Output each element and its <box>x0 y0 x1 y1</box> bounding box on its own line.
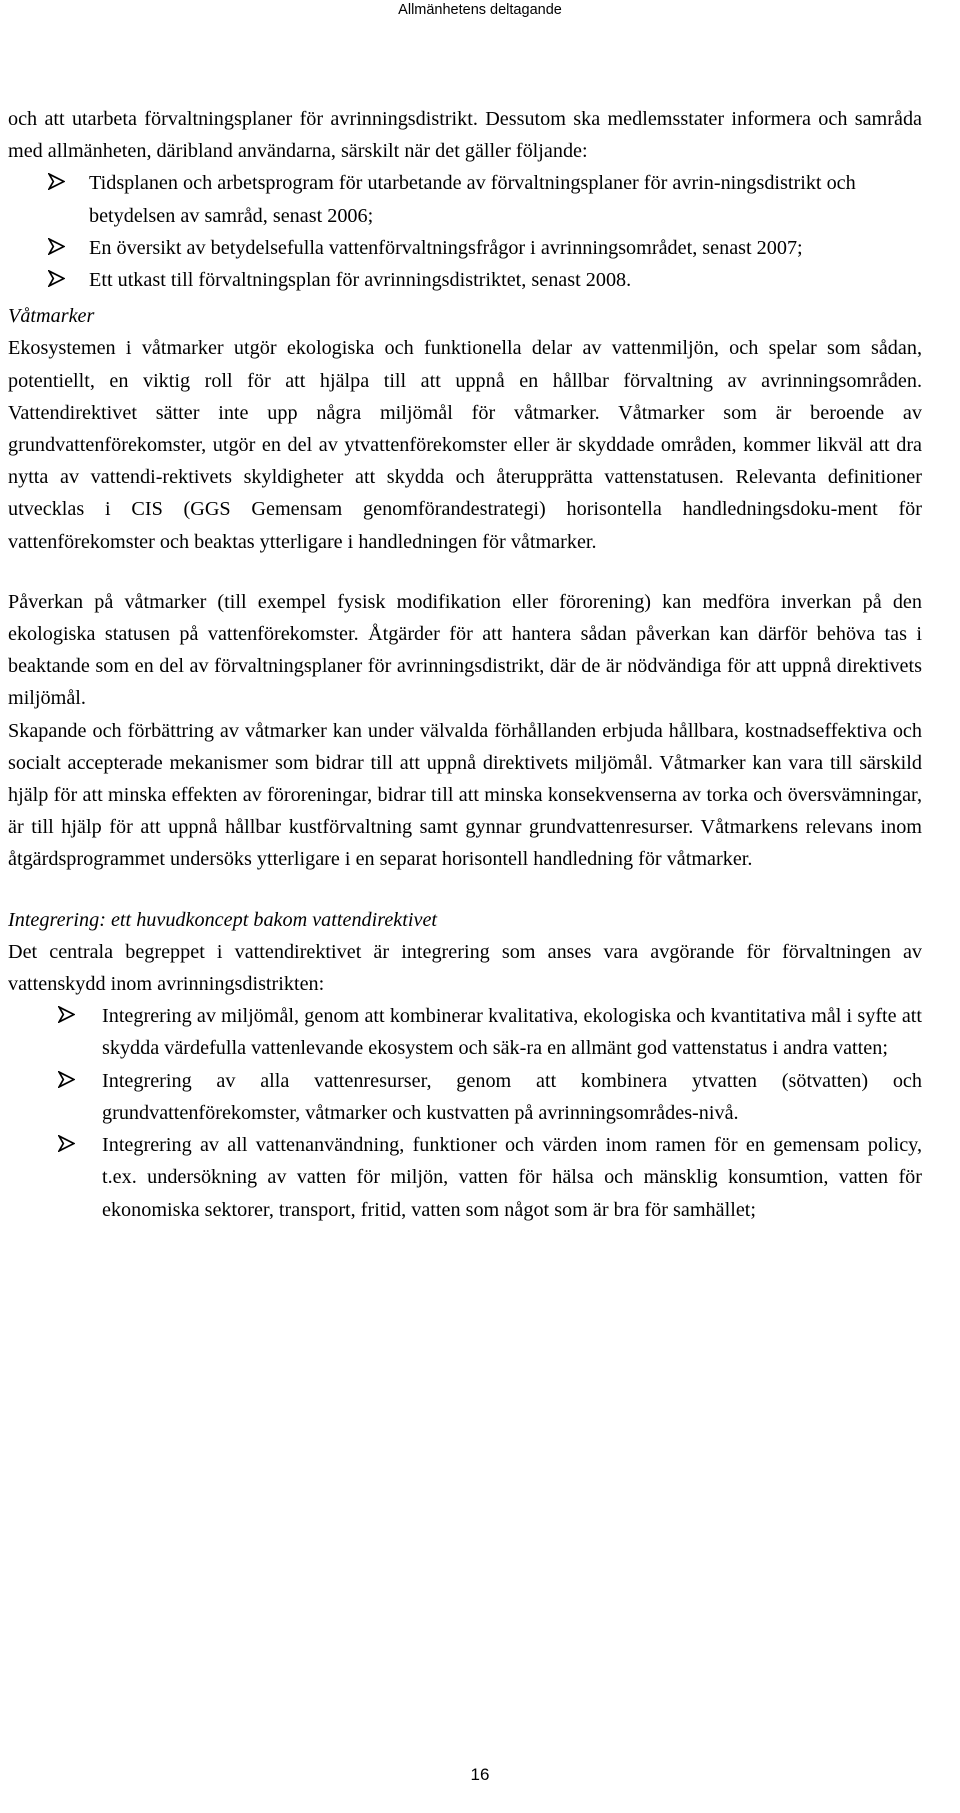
list-item <box>8 264 922 296</box>
bullet-text: Integrering av all vattenanvändning, funktioner och värden inom ramen för en gemensam policy, t.ex. undersökning av vatten för miljön, vatten för hälsa och mänsklig konsumtion, vatten för ekonomiska sektorer, transport, fritid, vatten som något som är bra för samhället; <box>102 1134 922 1221</box>
arrowhead-bullet-icon <box>58 1129 82 1161</box>
page-content <box>8 103 922 1226</box>
section-heading-wetlands: Våtmarker <box>8 305 95 328</box>
list-item <box>8 1065 922 1129</box>
arrowhead-bullet-icon <box>58 1065 82 1097</box>
page-number: 16 <box>470 1765 490 1784</box>
bullet-text: Tidsplanen och arbetsprogram för utarbetande av förvaltningsplaner för avrin-ningsdistrikt och betydelsen av samråd, senast 2006; <box>89 172 856 227</box>
wetlands-paragraph-3: Skapande och förbättring av våtmarker kan under välvalda förhållanden erbjuda hållbara, kostnadseffektiva och socialt accepterade mekanismer som bidrar till att uppnå direktivets miljömål. Våtmarker kan vara till särskild hjälp för att minska effekten av föroreningar, bidrar till att minska konsekvenserna av torka och översvämningar, är till hjälp för att uppnå hållbar kustförvaltning samt gynnar grundvattenresurser. Våtmarkens relevans inom åtgärdsprogrammet undersöks ytterligare i en separat horisontell handledning för våtmarker. <box>8 719 922 871</box>
integration-bullet-list <box>8 1000 922 1225</box>
bullet-text: Integrering av miljömål, genom att kombinerar kvalitativa, ekologiska och kvantitativa mål i syfte att skydda värdefulla vattenlevande ekosystem och säk-ra en allmänt god vattenstatus i andra vatten; <box>102 1005 922 1060</box>
integration-intro: Det centrala begreppet i vattendirektivet är integrering som anses vara avgörande för förvaltningen av vattenskydd inom avrinningsdistrikten: <box>8 940 922 996</box>
list-item <box>8 1129 922 1226</box>
intro-paragraph: och att utarbeta förvaltningsplaner för avrinningsdistrikt. Dessutom ska medlemsstater informera och samråda med allmänheten, däribland användarna, särskilt när det gäller följande: <box>8 108 922 163</box>
arrowhead-bullet-icon <box>48 264 72 296</box>
section-heading-integration: Integrering: ett huvudkoncept bakom vattendirektivet <box>8 908 438 931</box>
wetlands-paragraph-2: Påverkan på våtmarker (till exempel fysisk modifikation eller förorening) kan medföra inverkan på den ekologiska statusen på vattenförekomster. Åtgärder för att hantera sådan påverkan kan därför behöva tas i beaktande som en del av förvaltningsplaner för avrinningsdistrikt, där de är nödvändiga för att uppnå direktivets miljömål. <box>8 590 922 710</box>
bullet-text: Integrering av alla vattenresurser, genom att kombinera ytvatten (sötvatten) och grundvattenförekomster, våtmarker och kustvatten på avrinningsområdes-nivå. <box>102 1069 922 1124</box>
intro-bullet-list <box>8 167 922 296</box>
arrowhead-bullet-icon <box>48 167 72 199</box>
bullet-text: En översikt av betydelsefulla vattenförvaltningsfrågor i avrinningsområdet, senast 2007; <box>89 236 803 259</box>
arrowhead-bullet-icon <box>58 1000 82 1032</box>
arrowhead-bullet-icon <box>48 232 72 264</box>
list-item <box>8 1000 922 1064</box>
list-item <box>8 167 922 231</box>
wetlands-paragraph-1: Ekosystemen i våtmarker utgör ekologiska och funktionella delar av vattenmiljön, och spelar som sådan, potentiellt, en viktig roll för att hjälpa till att uppnå en hållbar förvaltning av avrinningsområden. Vattendirektivet sätter inte upp några miljömål för våtmarker. Våtmarker som är beroende av grundvattenförekomster, utgör en del av ytvattenförekomster eller är skyddade områden, kommer likväl att dra nytta av vattendi-rektivets skyldigheter att skydda och återupprätta vattenstatusen. Relevanta definitioner utvecklas i CIS (GGS Gemensam genomförandestrategi) horisontella handledningsdoku-ment för vattenförekomster och beaktas ytterligare i handledningen för våtmarker. <box>8 337 922 553</box>
running-header: Allmänhetens deltagande <box>398 2 562 18</box>
bullet-text: Ett utkast till förvaltningsplan för avrinningsdistriktet, senast 2008. <box>89 269 632 292</box>
list-item <box>8 232 922 264</box>
